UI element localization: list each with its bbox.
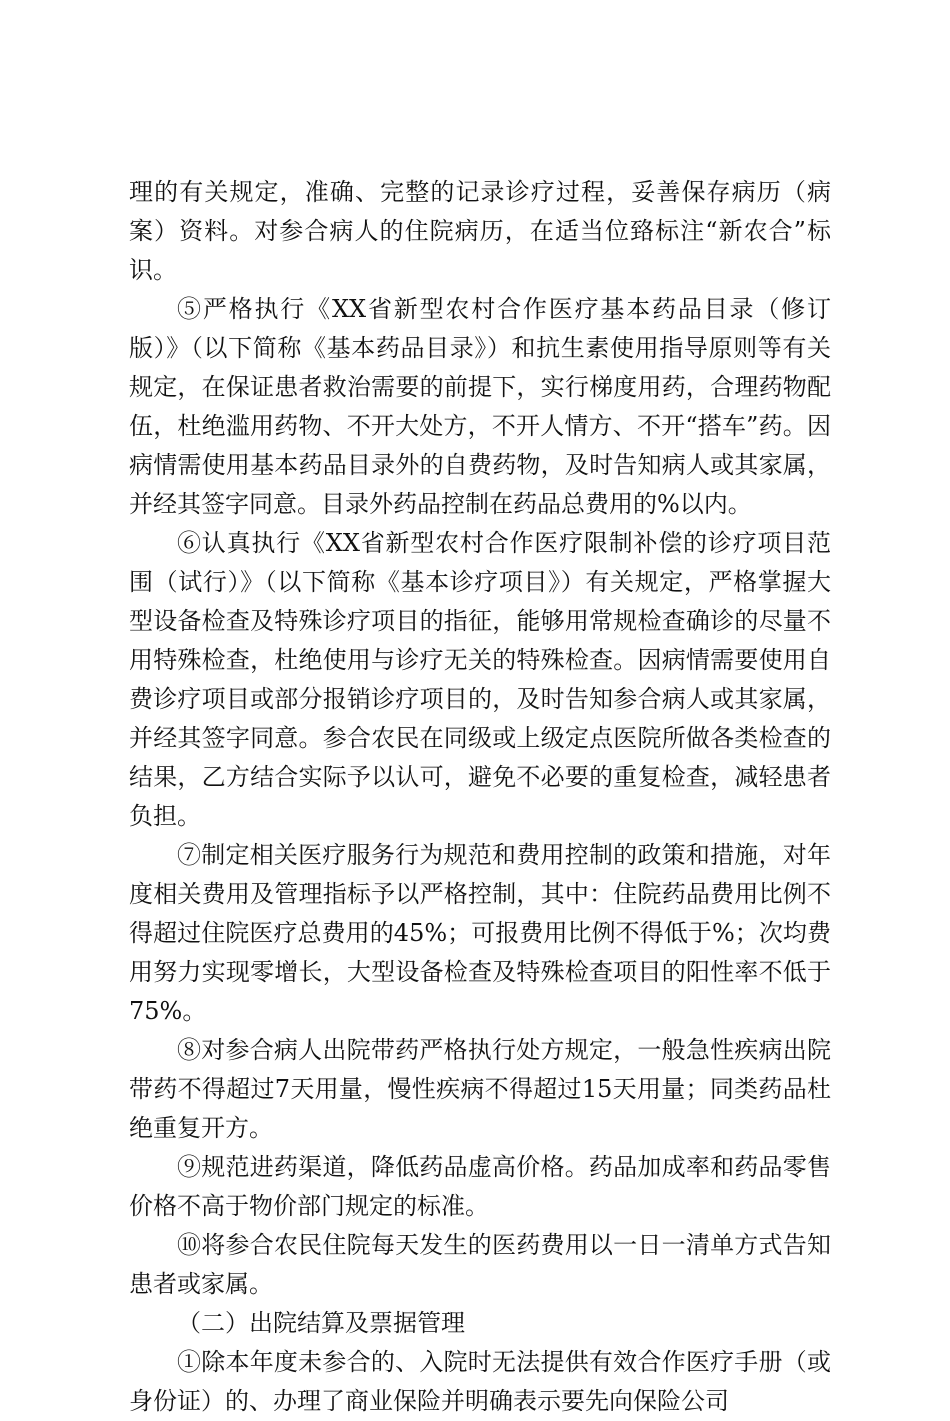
paragraph-item-10: ⑩将参合农民住院每天发生的医药费用以一日一清单方式告知患者或家属。 [129,1231,831,1298]
paragraph-item-6: ⑥认真执行《XX省新型农村合作医疗限制补偿的诊疗项目范围（试行）》（以下简称《基本诊疗项目》）有关规定，严格掌握大型设备检查及特殊诊疗项目的指征，能够用常规检查确诊的尽量不用特殊检查，杜绝使用与诊疗无关的特殊检查。因病情需要使用自费诊疗项目或部分报销诊疗项目的，及时告知参合病人或其家属，并经其签字同意。参合农民在同级或上级定点医院所做各类检查的结果，乙方结合实际予以认可，避免不必要的重复检查，减轻患者负担。 [129,529,831,830]
section-heading: （二）出院结算及票据管理 [177,1309,465,1337]
paragraph-continuation: 理的有关规定，准确、完整的记录诊疗过程，妥善保存病历（病案）资料。对参合病人的住院病历，在适当位臵标注“新农合”标识。 [129,178,831,284]
paragraph-item-5: ⑤严格执行《XX省新型农村合作医疗基本药品目录（修订版）》（以下简称《基本药品目录》）和抗生素使用指导原则等有关规定，在保证患者救治需要的前提下，实行梯度用药，合理药物配伍，杜绝滥用药物、不开大处方，不开人情方、不开“搭车”药。因病情需使用基本药品目录外的自费药物，及时告知病人或其家属，并经其签字同意。目录外药品控制在药品总费用的%以内。 [129,295,831,518]
paragraph-item-7: ⑦制定相关医疗服务行为规范和费用控制的政策和措施，对年度相关费用及管理指标予以严格控制，其中：住院药品费用比例不得超过住院医疗总费用的45%；可报费用比例不得低于%；次均费用努力实现零增长，大型设备检查及特殊检查项目的阳性率不低于75%。 [129,841,831,1025]
document-body [129,173,831,1421]
paragraph-item-9: ⑨规范进药渠道，降低药品虚高价格。药品加成率和药品零售价格不高于物价部门规定的标准。 [129,1153,831,1220]
paragraph-item-8: ⑧对参合病人出院带药严格执行处方规定，一般急性疾病出院带药不得超过7天用量，慢性疾病不得超过15天用量；同类药品杜绝重复开方。 [129,1036,831,1142]
paragraph-item-1: ①除本年度未参合的、入院时无法提供有效合作医疗手册（或身份证）的、办理了商业保险并明确表示要先向保险公司 [129,1348,831,1415]
